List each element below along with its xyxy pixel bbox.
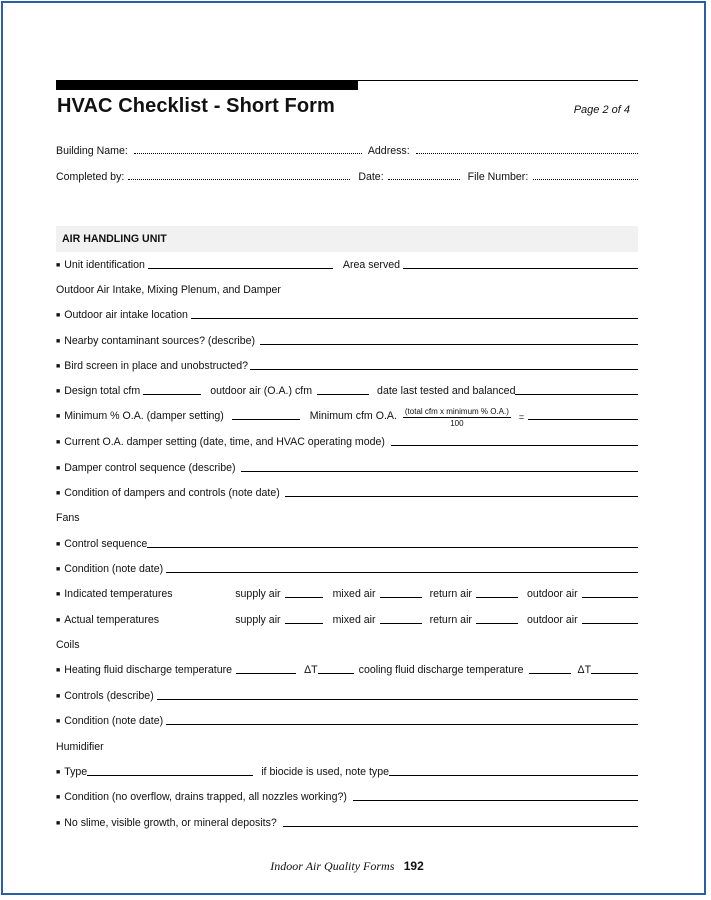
checklist-row-damper-sequence: [56, 458, 638, 474]
completed-by-label: Completed by:: [56, 171, 125, 183]
checklist-row-coil-controls: [56, 686, 638, 702]
checklist-row-fluid-temps: [56, 660, 638, 676]
minimum-cfm-oa-field[interactable]: [528, 419, 638, 420]
subsection-outdoor-air: Outdoor Air Intake, Mixing Plenum, and Damper: [56, 284, 281, 296]
intake-location-label: Outdoor air intake location: [64, 309, 188, 321]
outdoor-air-cfm-field[interactable]: [317, 394, 369, 395]
page-frame: [1, 1, 706, 895]
bullet-icon: ■: [56, 718, 61, 725]
bullet-icon: ■: [56, 820, 61, 827]
unit-identification-field[interactable]: [148, 268, 333, 269]
indicated-outdoor-air-field[interactable]: [582, 597, 638, 598]
intake-location-field[interactable]: [191, 318, 638, 319]
biocide-field[interactable]: [389, 775, 638, 776]
date-label: Date:: [358, 171, 384, 183]
checklist-row-intake-location: [56, 305, 638, 321]
checklist-row-unit-id: [56, 255, 638, 271]
indicated-temps-label: Indicated temperatures: [64, 588, 173, 600]
bullet-icon: ■: [56, 541, 61, 548]
cfm-formula: [403, 407, 511, 428]
checklist-row-actual-temps: [56, 610, 638, 626]
form-title: HVAC Checklist - Short Form: [57, 95, 335, 117]
minimum-oa-label: Minimum % O.A. (damper setting): [64, 410, 224, 422]
current-damper-field[interactable]: [391, 445, 638, 446]
minimum-oa-field[interactable]: [232, 419, 300, 420]
coil-condition-label: Condition (note date): [64, 715, 164, 727]
bullet-icon: ■: [56, 617, 61, 624]
actual-return-air-field[interactable]: [476, 623, 518, 624]
formula-numerator: (total cfm x minimum % O.A.): [404, 407, 509, 416]
cooling-delta-t-field[interactable]: [591, 673, 638, 674]
humidifier-condition-field[interactable]: [353, 800, 638, 801]
actual-outdoor-air-field[interactable]: [582, 623, 638, 624]
checklist-row-coil-condition: [56, 711, 638, 727]
damper-condition-label: Condition of dampers and controls (note date): [64, 487, 280, 499]
heating-fluid-label: Heating fluid discharge temperature: [64, 664, 233, 676]
supply-air-label: supply air: [235, 588, 281, 600]
area-served-label: Area served: [342, 259, 401, 271]
damper-condition-field[interactable]: [285, 496, 638, 497]
area-served-field[interactable]: [403, 268, 638, 269]
checklist-row-current-damper: [56, 432, 638, 448]
bullet-icon: ■: [56, 388, 61, 395]
subsection-humidifier: Humidifier: [56, 741, 104, 753]
return-air-label: return air: [429, 588, 472, 600]
design-total-cfm-field[interactable]: [143, 394, 201, 395]
completed-by-field[interactable]: [128, 179, 350, 180]
address-label: Address:: [367, 145, 410, 157]
indicated-return-air-field[interactable]: [476, 597, 518, 598]
bullet-icon: ■: [56, 413, 61, 420]
minimum-cfm-oa-label: Minimum cfm O.A.: [309, 410, 397, 422]
checklist-row-fan-condition: [56, 559, 638, 575]
file-number-field[interactable]: [533, 179, 638, 180]
indicated-supply-air-field[interactable]: [285, 597, 323, 598]
footer-page-number: 192: [403, 859, 424, 873]
humidifier-type-label: Type: [64, 766, 88, 778]
checklist-row-contaminant: [56, 331, 638, 347]
bullet-icon: ■: [56, 693, 61, 700]
header-rule-thick: [56, 80, 358, 90]
control-sequence-field[interactable]: [147, 547, 638, 548]
bullet-icon: ■: [56, 794, 61, 801]
bullet-icon: ■: [56, 769, 61, 776]
checklist-row-bird-screen: [56, 356, 638, 372]
humidifier-condition-label: Condition (no overflow, drains trapped, all nozzles working?): [64, 791, 347, 803]
fan-condition-field[interactable]: [166, 572, 638, 573]
indicated-mixed-air-field[interactable]: [380, 597, 422, 598]
design-total-cfm-label: Design total cfm: [64, 385, 141, 397]
checklist-row-damper-condition: [56, 483, 638, 499]
contaminant-label: Nearby contaminant sources? (describe): [64, 335, 256, 347]
page-footer: [56, 859, 638, 874]
checklist-row-control-sequence: [56, 534, 638, 550]
page-indicator: Page 2 of 4: [573, 104, 630, 116]
checklist-row-minimum-oa: [56, 406, 638, 428]
control-sequence-label: Control sequence: [64, 538, 148, 550]
mixed-air-label: mixed air: [332, 614, 376, 626]
mixed-air-label: mixed air: [332, 588, 376, 600]
contaminant-field[interactable]: [260, 344, 638, 345]
outdoor-air-cfm-label: outdoor air (O.A.) cfm: [210, 385, 313, 397]
outdoor-air-label: outdoor air: [526, 588, 578, 600]
outdoor-air-label: outdoor air: [526, 614, 578, 626]
checklist-row-indicated-temps: [56, 584, 638, 600]
biocide-label: if biocide is used, note type: [261, 766, 389, 778]
heating-delta-t-label: ΔT: [304, 664, 318, 676]
coil-controls-label: Controls (describe): [64, 690, 154, 702]
building-info-row: [56, 141, 638, 157]
supply-air-label: supply air: [235, 614, 281, 626]
checklist-row-humidifier-condition: [56, 787, 638, 803]
checklist-row-no-slime: [56, 813, 638, 829]
coil-condition-field[interactable]: [166, 724, 638, 725]
file-number-label: File Number:: [467, 171, 529, 183]
actual-mixed-air-field[interactable]: [380, 623, 422, 624]
no-slime-label: No slime, visible growth, or mineral deposits?: [64, 817, 277, 829]
actual-temps-label: Actual temperatures: [64, 614, 160, 626]
header-rule-thin: [358, 80, 638, 81]
bullet-icon: ■: [56, 363, 61, 370]
humidifier-type-field[interactable]: [87, 775, 253, 776]
bullet-icon: ■: [56, 566, 61, 573]
cooling-delta-t-label: ΔT: [577, 664, 592, 676]
heating-fluid-field[interactable]: [236, 673, 296, 674]
no-slime-field[interactable]: [283, 826, 638, 827]
bullet-icon: ■: [56, 667, 61, 674]
cooling-fluid-field[interactable]: [529, 673, 571, 674]
damper-sequence-field[interactable]: [241, 471, 638, 472]
date-last-tested-field[interactable]: [515, 394, 638, 395]
section-header: AIR HANDLING UNIT: [56, 226, 638, 252]
bullet-icon: ■: [56, 591, 61, 598]
date-field[interactable]: [388, 179, 460, 180]
formula-denominator: 100: [450, 419, 464, 428]
cooling-fluid-label: cooling fluid discharge temperature: [358, 664, 524, 676]
address-field[interactable]: [416, 153, 638, 154]
fan-condition-label: Condition (note date): [64, 563, 164, 575]
coil-controls-field[interactable]: [157, 699, 638, 700]
building-name-field[interactable]: [134, 153, 362, 154]
unit-identification-label: Unit identification: [64, 259, 145, 271]
damper-sequence-label: Damper control sequence (describe): [64, 462, 236, 474]
current-damper-label: Current O.A. damper setting (date, time, and HVAC operating mode): [64, 436, 385, 448]
heating-delta-t-field[interactable]: [318, 673, 354, 674]
equals-sign: =: [518, 412, 525, 422]
bullet-icon: ■: [56, 262, 61, 269]
bullet-icon: ■: [56, 439, 61, 446]
bullet-icon: ■: [56, 312, 61, 319]
building-name-label: Building Name:: [56, 145, 128, 157]
bullet-icon: ■: [56, 465, 61, 472]
publication-title: Indoor Air Quality Forms: [270, 859, 395, 873]
date-last-tested-label: date last tested and balanced: [377, 385, 516, 397]
checklist-row-design-cfm: [56, 381, 638, 397]
completed-info-row: [56, 167, 638, 183]
bird-screen-label: Bird screen in place and unobstructed?: [64, 360, 248, 372]
actual-supply-air-field[interactable]: [285, 623, 323, 624]
bullet-icon: ■: [56, 338, 61, 345]
bird-screen-field[interactable]: [250, 369, 638, 370]
bullet-icon: ■: [56, 490, 61, 497]
return-air-label: return air: [429, 614, 472, 626]
subsection-fans: Fans: [56, 512, 80, 524]
subsection-coils: Coils: [56, 639, 80, 651]
checklist-row-humidifier-type: [56, 762, 638, 778]
